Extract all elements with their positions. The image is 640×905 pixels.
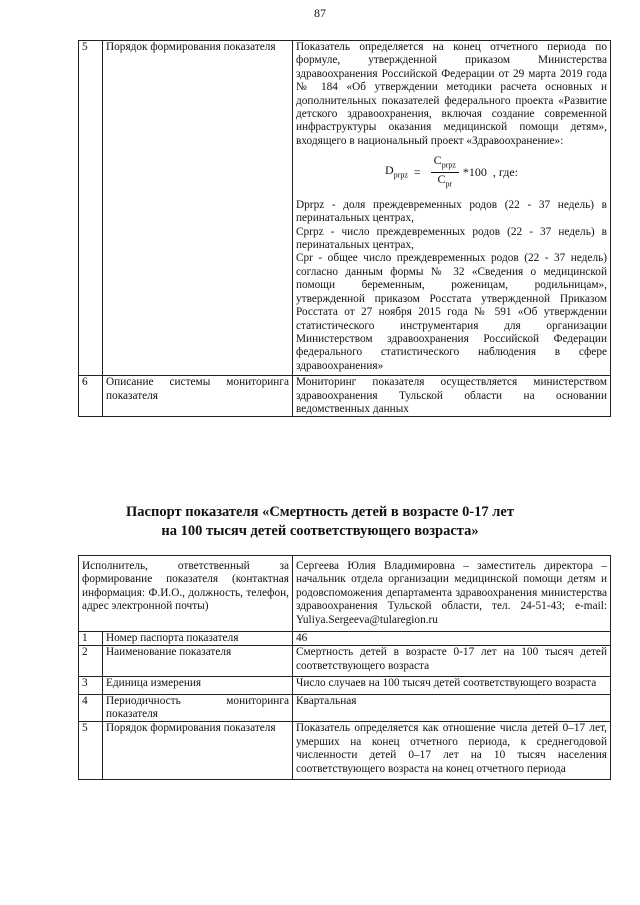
row-label: Описание системы мониторинга показателя bbox=[103, 376, 293, 417]
definition-dprpz: Dprpz - доля преждевременных родов (22 - 37 недель) в перинатальных центрах, bbox=[296, 198, 607, 225]
table-row bbox=[79, 556, 611, 632]
table-row bbox=[79, 376, 611, 417]
row-number: 3 bbox=[79, 677, 103, 694]
row-label: Порядок формирования показателя bbox=[103, 722, 293, 780]
passport-title bbox=[0, 503, 640, 541]
row-number: 1 bbox=[79, 632, 103, 646]
row-value: 46 bbox=[293, 632, 611, 646]
row-label: Периодичность мониторинга показателя bbox=[103, 694, 293, 722]
row-value bbox=[293, 41, 611, 376]
row-number: 4 bbox=[79, 694, 103, 722]
table-row bbox=[79, 677, 611, 694]
row-value: Мониторинг показателя осуществляется министерством здравоохранения Тульской области на основании ведомственных данных bbox=[293, 376, 611, 417]
passport-title-line-1: Паспорт показателя «Смертность детей в возрасте 0-17 лет bbox=[126, 504, 514, 520]
passport-title-line-2: на 100 тысяч детей соответствующего возраста» bbox=[161, 523, 479, 539]
definition-cprpz: Cprpz - число преждевременных родов (22 - 37 недель) в перинатальных центрах, bbox=[296, 225, 607, 252]
table-row bbox=[79, 41, 611, 376]
row-label: Номер паспорта показателя bbox=[103, 632, 293, 646]
table-row bbox=[79, 646, 611, 677]
indicator-passport-table bbox=[78, 555, 611, 780]
formula-fraction: $\frac{C_{prpz}}{C_{pr}}$ bbox=[431, 154, 459, 191]
table-row bbox=[79, 632, 611, 646]
formula-multiplier: *100 bbox=[462, 164, 487, 179]
row-label: Порядок формирования показателя bbox=[103, 41, 293, 376]
row-value: Число случаев на 100 тысяч детей соответствующего возраста bbox=[293, 677, 611, 694]
formula-tail: , где: bbox=[492, 164, 518, 179]
page-number: 87 bbox=[314, 6, 326, 20]
definition-cpr: Cpr - общее число преждевременных родов (22 - 37 недель) согласно данным формы № 32 «Сведения о медицинской помощи беременным, роженицам, родильницам», утвержденной приказом Росстата утвержденной Приказом Росстата от 27 ноября 2015 года № 591 «Об утверждении статистического инструментария для организации Министерством здравоохранения Российской Федерации федерального статистического наблюдения в сфере здравоохранения» bbox=[296, 252, 607, 372]
row-number: 5 bbox=[79, 41, 103, 376]
table-row bbox=[79, 722, 611, 780]
row-label: Единица измерения bbox=[103, 677, 293, 694]
executor-label: Исполнитель, ответственный за формирование показателя (контактная информация: Ф.И.О., должность, телефон, адрес электронной почты) bbox=[79, 556, 293, 632]
row-value: Квартальная bbox=[293, 694, 611, 722]
formula: $D_{prpz}$ = $\frac{C_{prpz}}{C_{pr}}$ *100 , где: bbox=[296, 154, 607, 191]
row-value: Смертность детей в возрасте 0-17 лет на 100 тысяч детей соответствующего возраста bbox=[293, 646, 611, 677]
row-number: 6 bbox=[79, 376, 103, 417]
row-label: Наименование показателя bbox=[103, 646, 293, 677]
method-intro: Показатель определяется на конец отчетного периода по формуле, утвержденной приказом Министерства здравоохранения Российской Федерации от 29 марта 2019 года № 184 «Об утверждении методики расчета основных и дополнительных показателей федерального проекта «Развитие детского здравоохранения, включая создание современной инфраструктуры оказания медицинской помощи детям», входящего в национальный проект «Здравоохранение»: bbox=[296, 41, 607, 147]
indicator-table-continued bbox=[78, 40, 611, 417]
table-row bbox=[79, 694, 611, 722]
executor-value: Сергеева Юлия Владимировна – заместитель директора – начальник отдела организации медицинской помощи детям и родовспоможения департамента здравоохранения министерства здравоохранения Тульской области, тел. 24-51-43; e-mail: Yuliya.Sergeeva@tularegion.ru bbox=[293, 556, 611, 632]
row-value: Показатель определяется как отношение числа детей 0–17 лет, умерших на конец отчетного периода, к среднегодовой численности детей 0–17 лет на 10 тысяч населения соответствующего возраста на конец отчетного периода bbox=[293, 722, 611, 780]
row-number: 5 bbox=[79, 722, 103, 780]
row-number: 2 bbox=[79, 646, 103, 677]
formula-lhs: $D_{prpz}$ bbox=[385, 162, 408, 180]
